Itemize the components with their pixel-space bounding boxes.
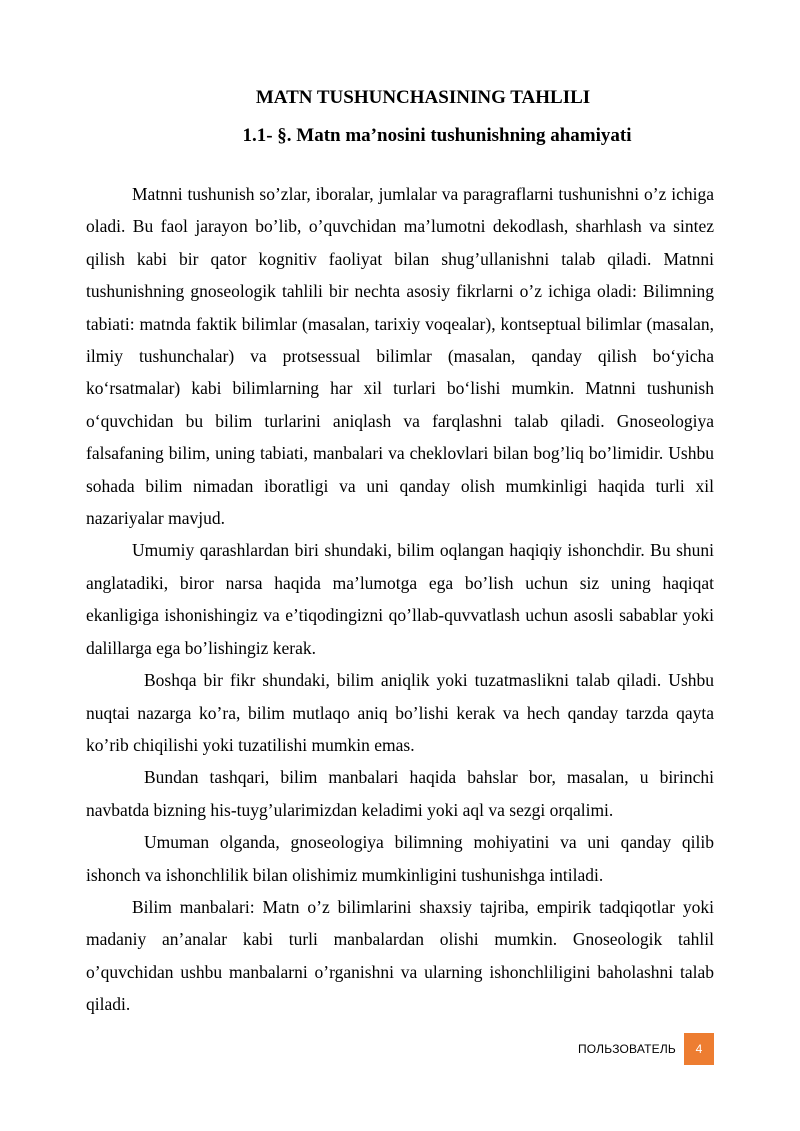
section-heading: 1.1- §. Matn ma’nosini tushunishning ahamiyati [242,125,632,146]
body-text [86,178,714,1021]
paragraph: Bundan tashqari, bilim manbalari haqida bahslar bor, masalan, u birinchi navbatda bizning his-tuyg’ularimizdan keladimi yoki aql va sezgi orqalimi. [86,767,714,820]
paragraph: Umuman olganda, gnoseologiya bilimning mohiyatini va uni qanday qilib ishonch va ishonchlilik bilan olishimiz mumkinligini tushunishga intiladi. [86,832,714,885]
footer-author-label: ПОЛЬЗОВАТЕЛЬ [577,1042,676,1056]
page-number-badge: 4 [684,1033,714,1065]
page-title: MATN TUSHUNCHASINING TAHLILI [255,87,591,108]
paragraph: Umumiy qarashlardan biri shundaki, bilim oqlangan haqiqiy ishonchdir. Bu shuni anglatadiki, biror narsa haqida ma’lumotga ega bo’lish uchun siz uning haqiqat ekanligiga ishonishingiz va e’tiqodingizni qo’llab-quvvatlash uchun asosli sabablar yoki dalillarga ega bo’lishingiz kerak. [86,540,714,658]
paragraph: Boshqa bir fikr shundaki, bilim aniqlik yoki tuzatmaslikni talab qiladi. Ushbu nuqtai nazarga ko’ra, bilim mutlaqo aniq bo’lishi kerak va hech qanday tarzda qayta ko’rib chiqilishi yoki tuzatilishi mumkin emas. [86,670,714,755]
paragraph: Bilim manbalari: Matn o’z bilimlarini shaxsiy tajriba, empirik tadqiqotlar yoki madaniy an’analar kabi turli manbalardan olishi mumkin. Gnoseologik tahlil o’quvchidan ushbu manbalarni o’rganishni va ularning ishonchliligini baholashni talab qiladi. [86,896,714,1015]
paragraph: Matnni tushunish so’zlar, iboralar, jumlalar va paragraflarni tushunishni o’z ichiga oladi. Bu faol jarayon bo’lib, o’quvchidan ma’lumotni dekodlash, sharhlash va sintez qilish kabi bir qator kognitiv faoliyat bilan shug’ullanishni talab qiladi. Matnni tushunishning gnoseologik tahlili bir nechta asosiy fikrlarni o’z ichiga oladi: Bilimning tabiati: matnda faktik bilimlar (masalan, tarixiy voqealar), kontseptual bilimlar (masalan, ilmiy tushunchalar) va protsessual bilimlar (masalan, qanday qilish bo‘yicha ko‘rsatmalar) kabi bilimlarning har xil turlari bo‘lishi mumkin. Matnni tushunish o‘quvchidan bu bilim turlarini aniqlash va farqlashni talab qiladi. Gnoseologiya falsafaning bilim, uning tabiati, manbalari va cheklovlari bilan bog’liq bo’limidir. Ushbu sohada bilim nimadan iboratligi va uni qanday olish mumkinligi haqida turli xil nazariyalar mavjud. [86,184,714,529]
page-footer [578,1033,714,1065]
